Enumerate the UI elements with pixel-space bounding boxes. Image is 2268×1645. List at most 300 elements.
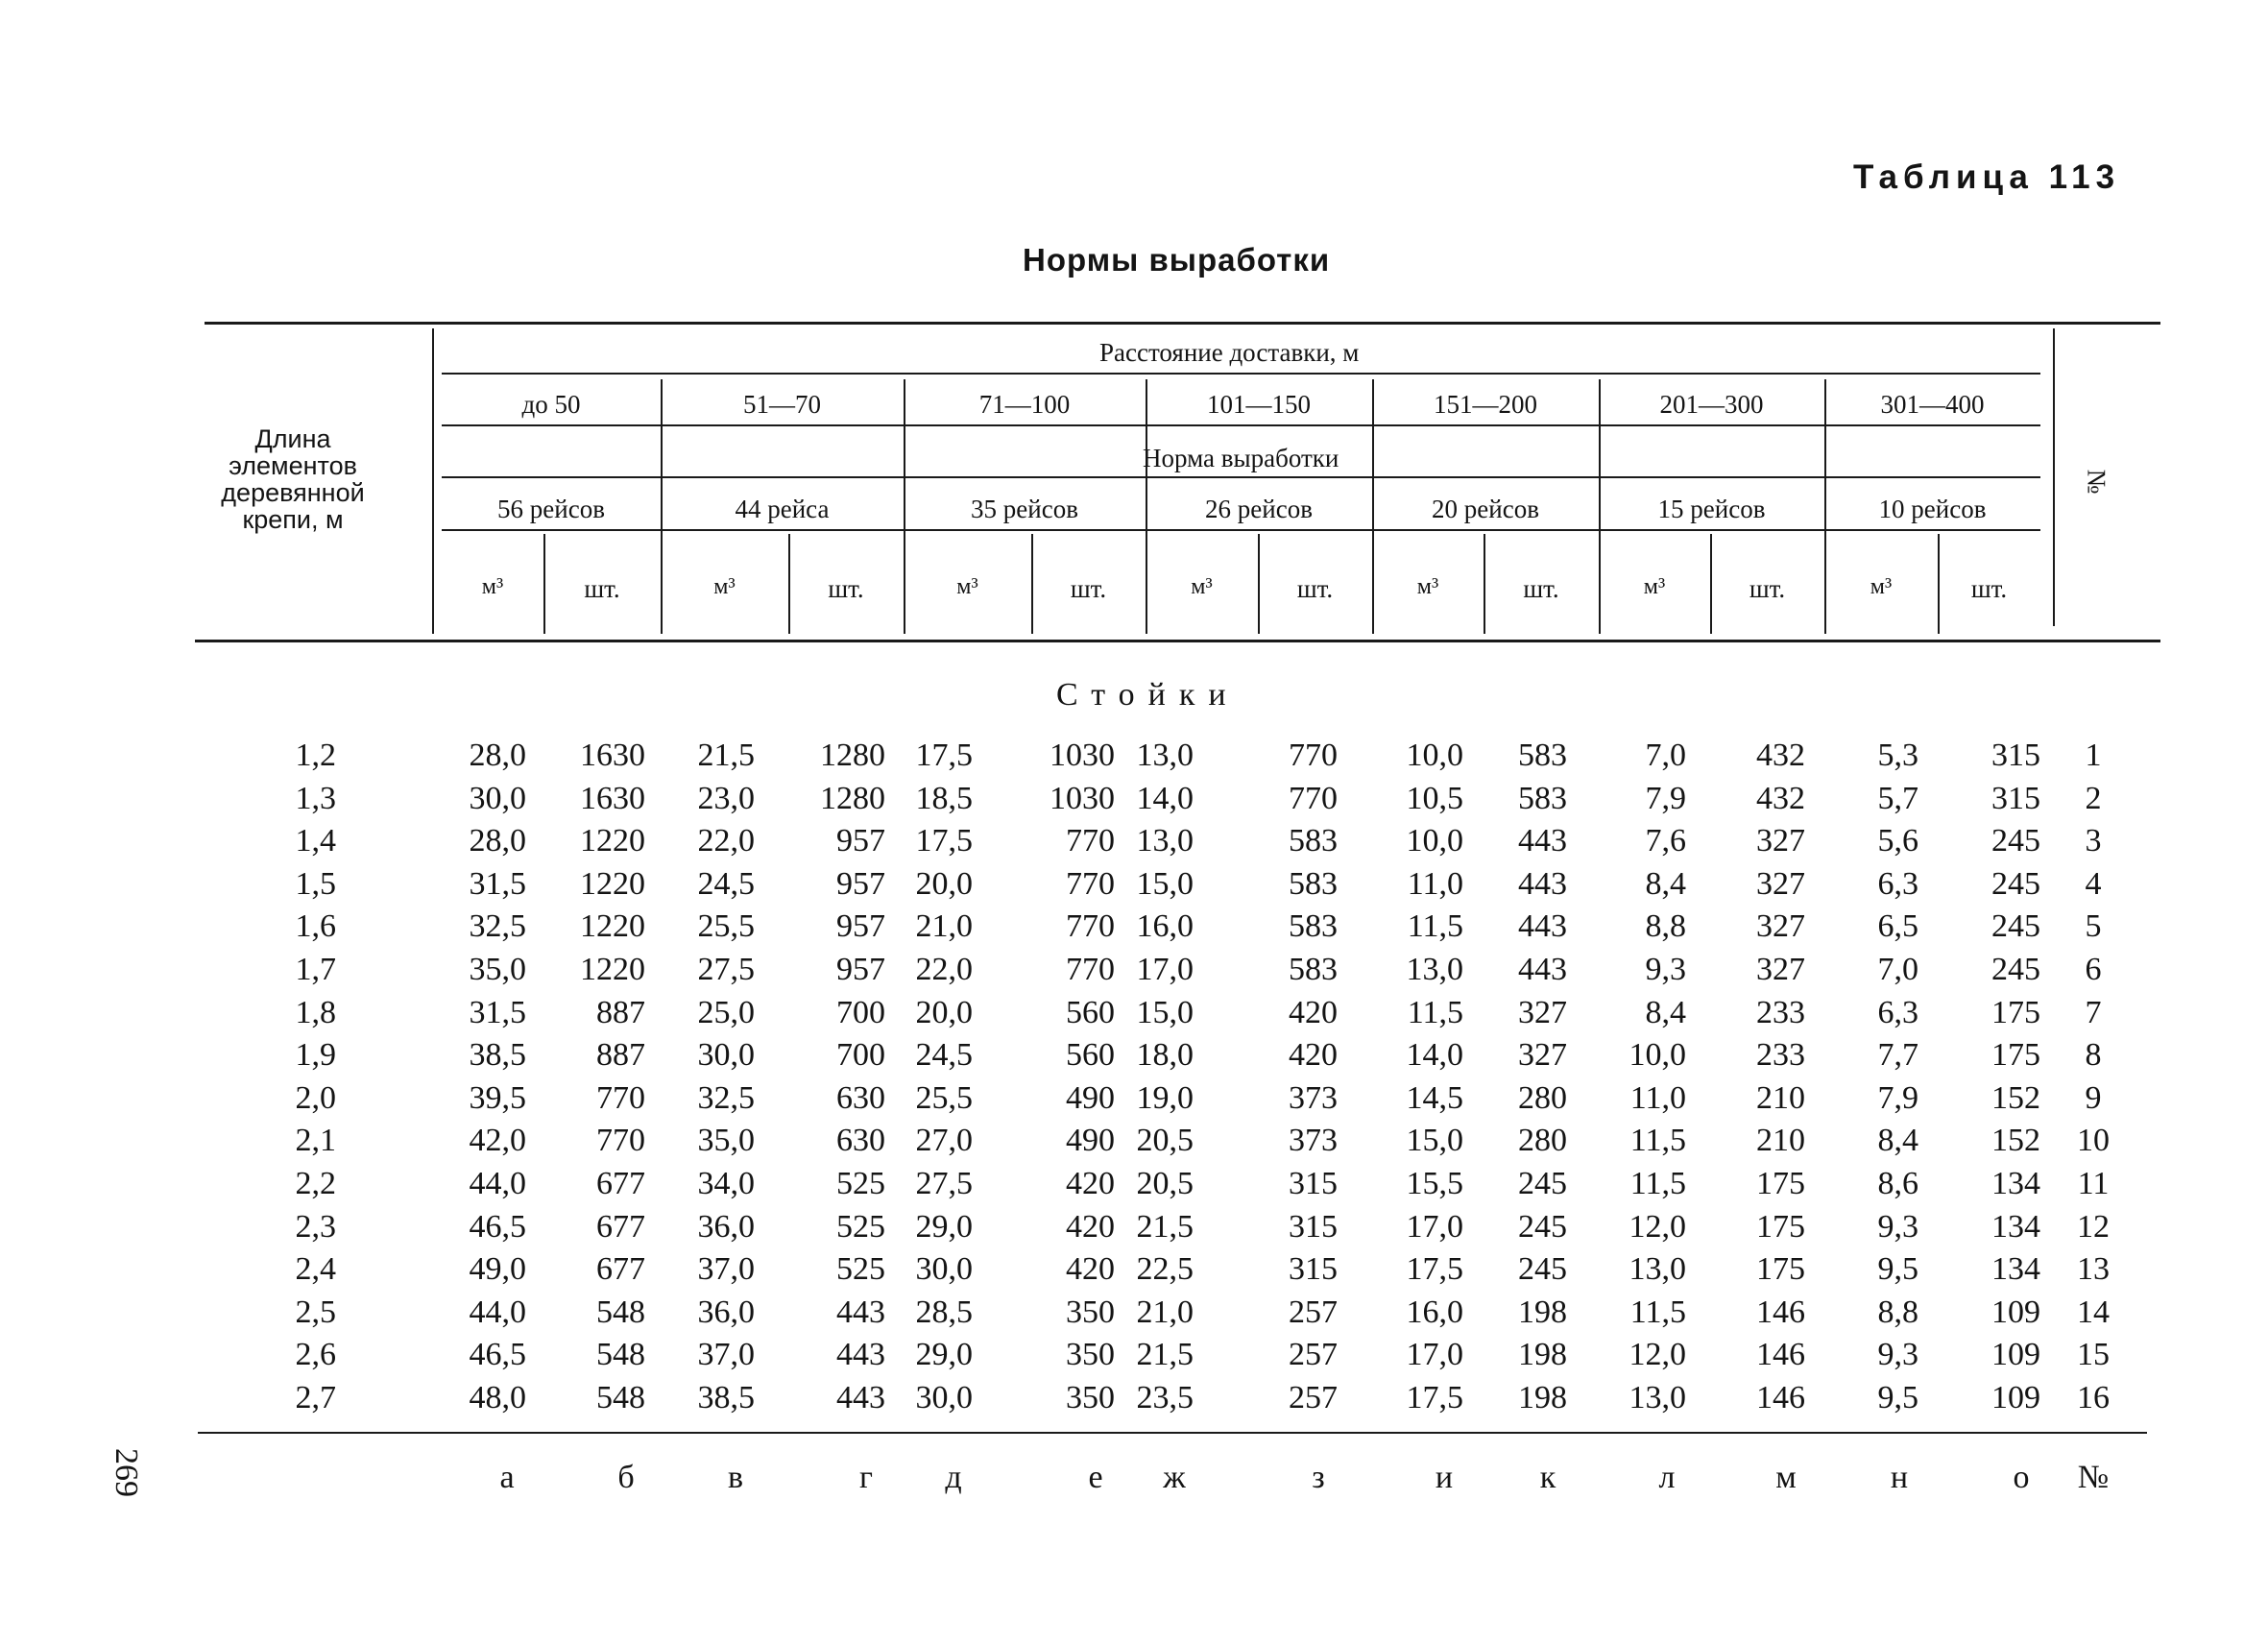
value-cell: 21,5 xyxy=(697,738,755,773)
header-bottom-rule xyxy=(195,640,2160,642)
column-letter: и xyxy=(1435,1460,1454,1495)
value-cell: 9,5 xyxy=(1877,1251,1918,1287)
value-cell: 12,0 xyxy=(1629,1337,1686,1372)
row-number: 12 xyxy=(2077,1209,2110,1245)
section-title: Стойки xyxy=(1056,677,1240,713)
row-number: 7 xyxy=(2085,995,2102,1030)
value-cell: 525 xyxy=(836,1209,885,1245)
value-cell: 14,0 xyxy=(1406,1037,1463,1073)
value-cell: 7,9 xyxy=(1877,1080,1918,1116)
value-cell: 1220 xyxy=(580,866,645,902)
value-cell: 1630 xyxy=(580,738,645,773)
value-cell: 7,0 xyxy=(1645,738,1686,773)
column-letter: н xyxy=(1890,1460,1909,1495)
value-cell: 11,5 xyxy=(1629,1294,1686,1330)
value-cell: 5,3 xyxy=(1877,738,1918,773)
value-cell: 490 xyxy=(1066,1123,1115,1158)
value-cell: 14,0 xyxy=(1136,781,1194,816)
value-cell: 770 xyxy=(596,1080,645,1116)
value-cell: 39,5 xyxy=(469,1080,526,1116)
value-cell: 152 xyxy=(1991,1080,2040,1116)
value-cell: 27,0 xyxy=(915,1123,973,1158)
trips-label-3: 35 рейсов xyxy=(971,495,1078,523)
distance-range-3: 71—100 xyxy=(978,390,1071,419)
value-cell: 420 xyxy=(1066,1166,1115,1201)
value-cell: 770 xyxy=(1066,908,1115,944)
value-cell: 10,0 xyxy=(1406,823,1463,859)
row-number: 3 xyxy=(2085,823,2102,859)
trips-rule xyxy=(442,529,2040,531)
value-cell: 30,0 xyxy=(915,1251,973,1287)
column-letter: д xyxy=(945,1460,962,1495)
value-cell: 350 xyxy=(1066,1294,1115,1330)
column-letter-number: № xyxy=(2077,1460,2110,1495)
unit-pcs-2: шт. xyxy=(828,574,864,603)
distance-rule xyxy=(442,373,2040,375)
value-cell: 48,0 xyxy=(469,1380,526,1415)
value-cell: 443 xyxy=(836,1337,885,1372)
row-label-header: Длина элементов деревянной крепи, м xyxy=(221,424,365,534)
value-cell: 957 xyxy=(836,952,885,987)
value-cell: 38,5 xyxy=(469,1037,526,1073)
row-number: 8 xyxy=(2085,1037,2102,1073)
value-cell: 37,0 xyxy=(697,1251,755,1287)
value-cell: 15,0 xyxy=(1136,995,1194,1030)
distance-range-1: до 50 xyxy=(521,390,581,419)
value-cell: 677 xyxy=(596,1251,645,1287)
value-cell: 315 xyxy=(1289,1166,1338,1201)
value-cell: 700 xyxy=(836,1037,885,1073)
row-length: 1,3 xyxy=(295,781,336,816)
value-cell: 28,0 xyxy=(469,823,526,859)
value-cell: 22,0 xyxy=(915,952,973,987)
value-cell: 443 xyxy=(1518,908,1567,944)
value-cell: 32,5 xyxy=(469,908,526,944)
trips-label-7: 10 рейсов xyxy=(1878,495,1987,523)
value-cell: 548 xyxy=(596,1294,645,1330)
value-cell: 1220 xyxy=(580,908,645,944)
value-cell: 27,5 xyxy=(915,1166,973,1201)
value-cell: 109 xyxy=(1991,1380,2040,1415)
value-cell: 560 xyxy=(1066,995,1115,1030)
value-cell: 1630 xyxy=(580,781,645,816)
value-cell: 770 xyxy=(1066,866,1115,902)
value-cell: 700 xyxy=(836,995,885,1030)
value-cell: 770 xyxy=(1066,823,1115,859)
value-cell: 630 xyxy=(836,1080,885,1116)
number-col-divider xyxy=(2053,328,2055,626)
column-letter: к xyxy=(1539,1460,1556,1495)
value-cell: 583 xyxy=(1289,908,1338,944)
unit-pcs-1: шт. xyxy=(584,574,620,603)
value-cell: 1030 xyxy=(1050,781,1115,816)
value-cell: 21,0 xyxy=(1136,1294,1194,1330)
row-length: 2,7 xyxy=(295,1380,336,1415)
value-cell: 25,5 xyxy=(697,908,755,944)
value-cell: 14,5 xyxy=(1406,1080,1463,1116)
row-number: 5 xyxy=(2085,908,2102,944)
value-cell: 27,5 xyxy=(697,952,755,987)
value-cell: 630 xyxy=(836,1123,885,1158)
value-cell: 8,4 xyxy=(1645,995,1686,1030)
row-number: 9 xyxy=(2085,1080,2102,1116)
value-cell: 583 xyxy=(1289,952,1338,987)
value-cell: 245 xyxy=(1518,1209,1567,1245)
distance-range-2: 51—70 xyxy=(743,390,821,419)
column-letter: о xyxy=(2013,1460,2030,1495)
value-cell: 30,0 xyxy=(915,1380,973,1415)
value-cell: 175 xyxy=(1756,1166,1805,1201)
value-cell: 42,0 xyxy=(469,1123,526,1158)
value-cell: 315 xyxy=(1289,1209,1338,1245)
unit-pcs-7: шт. xyxy=(1970,574,2008,603)
trips-label-4: 26 рейсов xyxy=(1205,495,1313,523)
value-cell: 5,6 xyxy=(1877,823,1918,859)
value-cell: 9,3 xyxy=(1877,1337,1918,1372)
value-cell: 30,0 xyxy=(469,781,526,816)
value-cell: 583 xyxy=(1289,866,1338,902)
table-bottom-rule xyxy=(198,1432,2147,1434)
value-cell: 109 xyxy=(1991,1337,2040,1372)
value-cell: 327 xyxy=(1756,908,1805,944)
value-cell: 525 xyxy=(836,1251,885,1287)
distance-range-6: 201—300 xyxy=(1659,390,1764,419)
row-length: 1,2 xyxy=(295,738,336,773)
row-length: 2,3 xyxy=(295,1209,336,1245)
unit-m3-5: м³ xyxy=(1416,574,1439,599)
top-rule xyxy=(205,322,2160,325)
value-cell: 152 xyxy=(1991,1123,2040,1158)
row-length: 2,1 xyxy=(295,1123,336,1158)
value-cell: 420 xyxy=(1289,995,1338,1030)
page-number: 269 xyxy=(109,1448,144,1497)
row-length: 1,4 xyxy=(295,823,336,859)
value-cell: 7,7 xyxy=(1877,1037,1918,1073)
value-cell: 350 xyxy=(1066,1337,1115,1372)
value-cell: 257 xyxy=(1289,1337,1338,1372)
value-cell: 20,0 xyxy=(915,995,973,1030)
value-cell: 7,6 xyxy=(1645,823,1686,859)
row-number: 1 xyxy=(2085,738,2102,773)
value-cell: 10,0 xyxy=(1629,1037,1686,1073)
value-cell: 280 xyxy=(1518,1123,1567,1158)
value-cell: 198 xyxy=(1518,1380,1567,1415)
value-cell: 373 xyxy=(1289,1123,1338,1158)
value-cell: 13,0 xyxy=(1406,952,1463,987)
unit-pcs-3: шт. xyxy=(1070,574,1107,603)
value-cell: 34,0 xyxy=(697,1166,755,1201)
value-cell: 134 xyxy=(1991,1251,2040,1287)
value-cell: 13,0 xyxy=(1136,823,1194,859)
unit-pcs-4: шт. xyxy=(1296,574,1334,603)
value-cell: 887 xyxy=(596,1037,645,1073)
value-cell: 134 xyxy=(1991,1166,2040,1201)
value-cell: 677 xyxy=(596,1166,645,1201)
value-cell: 11,5 xyxy=(1407,908,1463,944)
unit-pcs-5: шт. xyxy=(1523,574,1559,603)
distance-range-5: 151—200 xyxy=(1434,390,1537,419)
value-cell: 327 xyxy=(1756,952,1805,987)
value-cell: 11,5 xyxy=(1407,995,1463,1030)
value-cell: 10,5 xyxy=(1406,781,1463,816)
value-cell: 32,5 xyxy=(697,1080,755,1116)
value-cell: 257 xyxy=(1289,1380,1338,1415)
row-length: 2,2 xyxy=(295,1166,336,1201)
value-cell: 560 xyxy=(1066,1037,1115,1073)
value-cell: 22,5 xyxy=(1136,1251,1194,1287)
value-cell: 29,0 xyxy=(915,1337,973,1372)
row-number: 6 xyxy=(2085,952,2102,987)
value-cell: 350 xyxy=(1066,1380,1115,1415)
value-cell: 957 xyxy=(836,866,885,902)
value-cell: 109 xyxy=(1991,1294,2040,1330)
row-length: 2,0 xyxy=(295,1080,336,1116)
value-cell: 16,0 xyxy=(1136,908,1194,944)
row-length: 2,4 xyxy=(295,1251,336,1287)
value-cell: 525 xyxy=(836,1166,885,1201)
value-cell: 327 xyxy=(1756,866,1805,902)
value-cell: 8,8 xyxy=(1645,908,1686,944)
unit-m3-3: м³ xyxy=(956,574,978,599)
column-letter: л xyxy=(1658,1460,1676,1495)
value-cell: 327 xyxy=(1518,1037,1567,1073)
row-length: 2,6 xyxy=(295,1337,336,1372)
ranges-rule xyxy=(442,424,2040,426)
unit-m3-7: м³ xyxy=(1870,574,1893,599)
table-number: Таблица 113 xyxy=(1853,158,2121,196)
value-cell: 548 xyxy=(596,1380,645,1415)
trips-label-5: 20 рейсов xyxy=(1432,495,1539,523)
unit-m3-4: м³ xyxy=(1191,574,1213,599)
value-cell: 12,0 xyxy=(1629,1209,1686,1245)
value-cell: 15,5 xyxy=(1406,1166,1463,1201)
value-cell: 677 xyxy=(596,1209,645,1245)
value-cell: 443 xyxy=(1518,952,1567,987)
column-letter: ж xyxy=(1163,1460,1186,1495)
value-cell: 21,0 xyxy=(915,908,973,944)
value-cell: 8,8 xyxy=(1877,1294,1918,1330)
value-cell: 327 xyxy=(1756,823,1805,859)
value-cell: 420 xyxy=(1066,1251,1115,1287)
value-cell: 245 xyxy=(1991,952,2040,987)
value-cell: 957 xyxy=(836,823,885,859)
value-cell: 443 xyxy=(836,1294,885,1330)
value-cell: 175 xyxy=(1991,995,2040,1030)
row-number: 10 xyxy=(2077,1123,2110,1158)
row-label-divider xyxy=(432,328,434,634)
value-cell: 245 xyxy=(1518,1166,1567,1201)
value-cell: 315 xyxy=(1289,1251,1338,1287)
value-cell: 245 xyxy=(1991,823,2040,859)
row-number: 16 xyxy=(2077,1380,2110,1415)
value-cell: 36,0 xyxy=(697,1209,755,1245)
value-cell: 175 xyxy=(1991,1037,2040,1073)
value-cell: 17,5 xyxy=(915,823,973,859)
value-cell: 443 xyxy=(1518,823,1567,859)
value-cell: 280 xyxy=(1518,1080,1567,1116)
value-cell: 11,0 xyxy=(1629,1080,1686,1116)
column-letter: е xyxy=(1088,1460,1103,1495)
value-cell: 24,5 xyxy=(915,1037,973,1073)
value-cell: 175 xyxy=(1756,1251,1805,1287)
value-cell: 8,6 xyxy=(1877,1166,1918,1201)
value-cell: 233 xyxy=(1756,1037,1805,1073)
distance-range-4: 101—150 xyxy=(1207,390,1311,419)
value-cell: 5,7 xyxy=(1877,781,1918,816)
row-length: 2,5 xyxy=(295,1294,336,1330)
value-cell: 11,5 xyxy=(1629,1123,1686,1158)
row-length: 1,9 xyxy=(295,1037,336,1073)
value-cell: 548 xyxy=(596,1337,645,1372)
value-cell: 9,5 xyxy=(1877,1380,1918,1415)
unit-m3-1: м³ xyxy=(481,574,504,599)
norm-label: Норма выработки xyxy=(1143,444,1339,472)
value-cell: 770 xyxy=(1066,952,1115,987)
value-cell: 198 xyxy=(1518,1337,1567,1372)
value-cell: 31,5 xyxy=(469,866,526,902)
value-cell: 19,0 xyxy=(1136,1080,1194,1116)
value-cell: 31,5 xyxy=(469,995,526,1030)
value-cell: 315 xyxy=(1991,738,2040,773)
value-cell: 35,0 xyxy=(697,1123,755,1158)
value-cell: 24,5 xyxy=(697,866,755,902)
column-letter: г xyxy=(859,1460,873,1495)
value-cell: 373 xyxy=(1289,1080,1338,1116)
value-cell: 432 xyxy=(1756,738,1805,773)
value-cell: 13,0 xyxy=(1136,738,1194,773)
value-cell: 583 xyxy=(1518,781,1567,816)
value-cell: 10,0 xyxy=(1406,738,1463,773)
value-cell: 36,0 xyxy=(697,1294,755,1330)
value-cell: 21,5 xyxy=(1136,1337,1194,1372)
value-cell: 146 xyxy=(1756,1337,1805,1372)
value-cell: 18,5 xyxy=(915,781,973,816)
value-cell: 6,5 xyxy=(1877,908,1918,944)
column-letter: в xyxy=(727,1460,744,1495)
value-cell: 37,0 xyxy=(697,1337,755,1372)
unit-pcs-6: шт. xyxy=(1749,574,1786,603)
column-letter: а xyxy=(499,1460,515,1495)
value-cell: 8,4 xyxy=(1645,866,1686,902)
value-cell: 1280 xyxy=(820,781,885,816)
value-cell: 20,0 xyxy=(915,866,973,902)
value-cell: 443 xyxy=(836,1380,885,1415)
value-cell: 233 xyxy=(1756,995,1805,1030)
value-cell: 327 xyxy=(1518,995,1567,1030)
value-cell: 28,0 xyxy=(469,738,526,773)
value-cell: 957 xyxy=(836,908,885,944)
value-cell: 7,9 xyxy=(1645,781,1686,816)
value-cell: 420 xyxy=(1066,1209,1115,1245)
column-letter: б xyxy=(617,1460,635,1495)
unit-m3-6: м³ xyxy=(1643,574,1666,599)
row-number: 13 xyxy=(2077,1251,2110,1287)
value-cell: 245 xyxy=(1518,1251,1567,1287)
value-cell: 17,0 xyxy=(1136,952,1194,987)
value-cell: 17,0 xyxy=(1406,1209,1463,1245)
value-cell: 35,0 xyxy=(469,952,526,987)
value-cell: 6,3 xyxy=(1877,995,1918,1030)
row-number: 4 xyxy=(2085,866,2102,902)
value-cell: 210 xyxy=(1756,1123,1805,1158)
value-cell: 245 xyxy=(1991,866,2040,902)
trips-label-1: 56 рейсов xyxy=(497,495,605,523)
value-cell: 11,5 xyxy=(1629,1166,1686,1201)
value-cell: 583 xyxy=(1289,823,1338,859)
value-cell: 770 xyxy=(1289,738,1338,773)
row-length: 1,7 xyxy=(295,952,336,987)
value-cell: 245 xyxy=(1991,908,2040,944)
value-cell: 13,0 xyxy=(1629,1251,1686,1287)
value-cell: 49,0 xyxy=(469,1251,526,1287)
value-cell: 44,0 xyxy=(469,1294,526,1330)
distance-range-7: 301—400 xyxy=(1880,390,1985,419)
value-cell: 22,0 xyxy=(697,823,755,859)
value-cell: 23,0 xyxy=(697,781,755,816)
value-cell: 29,0 xyxy=(915,1209,973,1245)
value-cell: 432 xyxy=(1756,781,1805,816)
value-cell: 9,3 xyxy=(1645,952,1686,987)
row-number: 2 xyxy=(2085,781,2102,816)
value-cell: 18,0 xyxy=(1136,1037,1194,1073)
value-cell: 134 xyxy=(1991,1209,2040,1245)
value-cell: 16,0 xyxy=(1406,1294,1463,1330)
row-number: 15 xyxy=(2077,1337,2110,1372)
value-cell: 420 xyxy=(1289,1037,1338,1073)
value-cell: 17,0 xyxy=(1406,1337,1463,1372)
trips-label-6: 15 рейсов xyxy=(1657,495,1766,523)
value-cell: 46,5 xyxy=(469,1337,526,1372)
value-cell: 210 xyxy=(1756,1080,1805,1116)
value-cell: 583 xyxy=(1518,738,1567,773)
value-cell: 1220 xyxy=(580,823,645,859)
value-cell: 30,0 xyxy=(697,1037,755,1073)
value-cell: 198 xyxy=(1518,1294,1567,1330)
value-cell: 25,5 xyxy=(915,1080,973,1116)
value-cell: 17,5 xyxy=(1406,1251,1463,1287)
norm-rule xyxy=(442,476,2040,478)
value-cell: 20,5 xyxy=(1136,1166,1194,1201)
value-cell: 257 xyxy=(1289,1294,1338,1330)
value-cell: 21,5 xyxy=(1136,1209,1194,1245)
value-cell: 770 xyxy=(596,1123,645,1158)
value-cell: 11,0 xyxy=(1407,866,1463,902)
row-length: 1,6 xyxy=(295,908,336,944)
row-number: 11 xyxy=(2077,1166,2110,1201)
column-letter: м xyxy=(1775,1460,1797,1495)
value-cell: 770 xyxy=(1289,781,1338,816)
value-cell: 20,5 xyxy=(1136,1123,1194,1158)
value-cell: 28,5 xyxy=(915,1294,973,1330)
value-cell: 38,5 xyxy=(697,1380,755,1415)
value-cell: 315 xyxy=(1991,781,2040,816)
number-col-header: № xyxy=(2082,469,2111,495)
row-length: 1,8 xyxy=(295,995,336,1030)
value-cell: 6,3 xyxy=(1877,866,1918,902)
value-cell: 1280 xyxy=(820,738,885,773)
value-cell: 17,5 xyxy=(1406,1380,1463,1415)
value-cell: 15,0 xyxy=(1136,866,1194,902)
value-cell: 146 xyxy=(1756,1294,1805,1330)
row-number: 14 xyxy=(2077,1294,2110,1330)
value-cell: 490 xyxy=(1066,1080,1115,1116)
value-cell: 887 xyxy=(596,995,645,1030)
value-cell: 15,0 xyxy=(1406,1123,1463,1158)
value-cell: 46,5 xyxy=(469,1209,526,1245)
value-cell: 175 xyxy=(1756,1209,1805,1245)
distance-label: Расстояние доставки, м xyxy=(1099,338,1360,367)
trips-label-2: 44 рейса xyxy=(735,495,830,523)
